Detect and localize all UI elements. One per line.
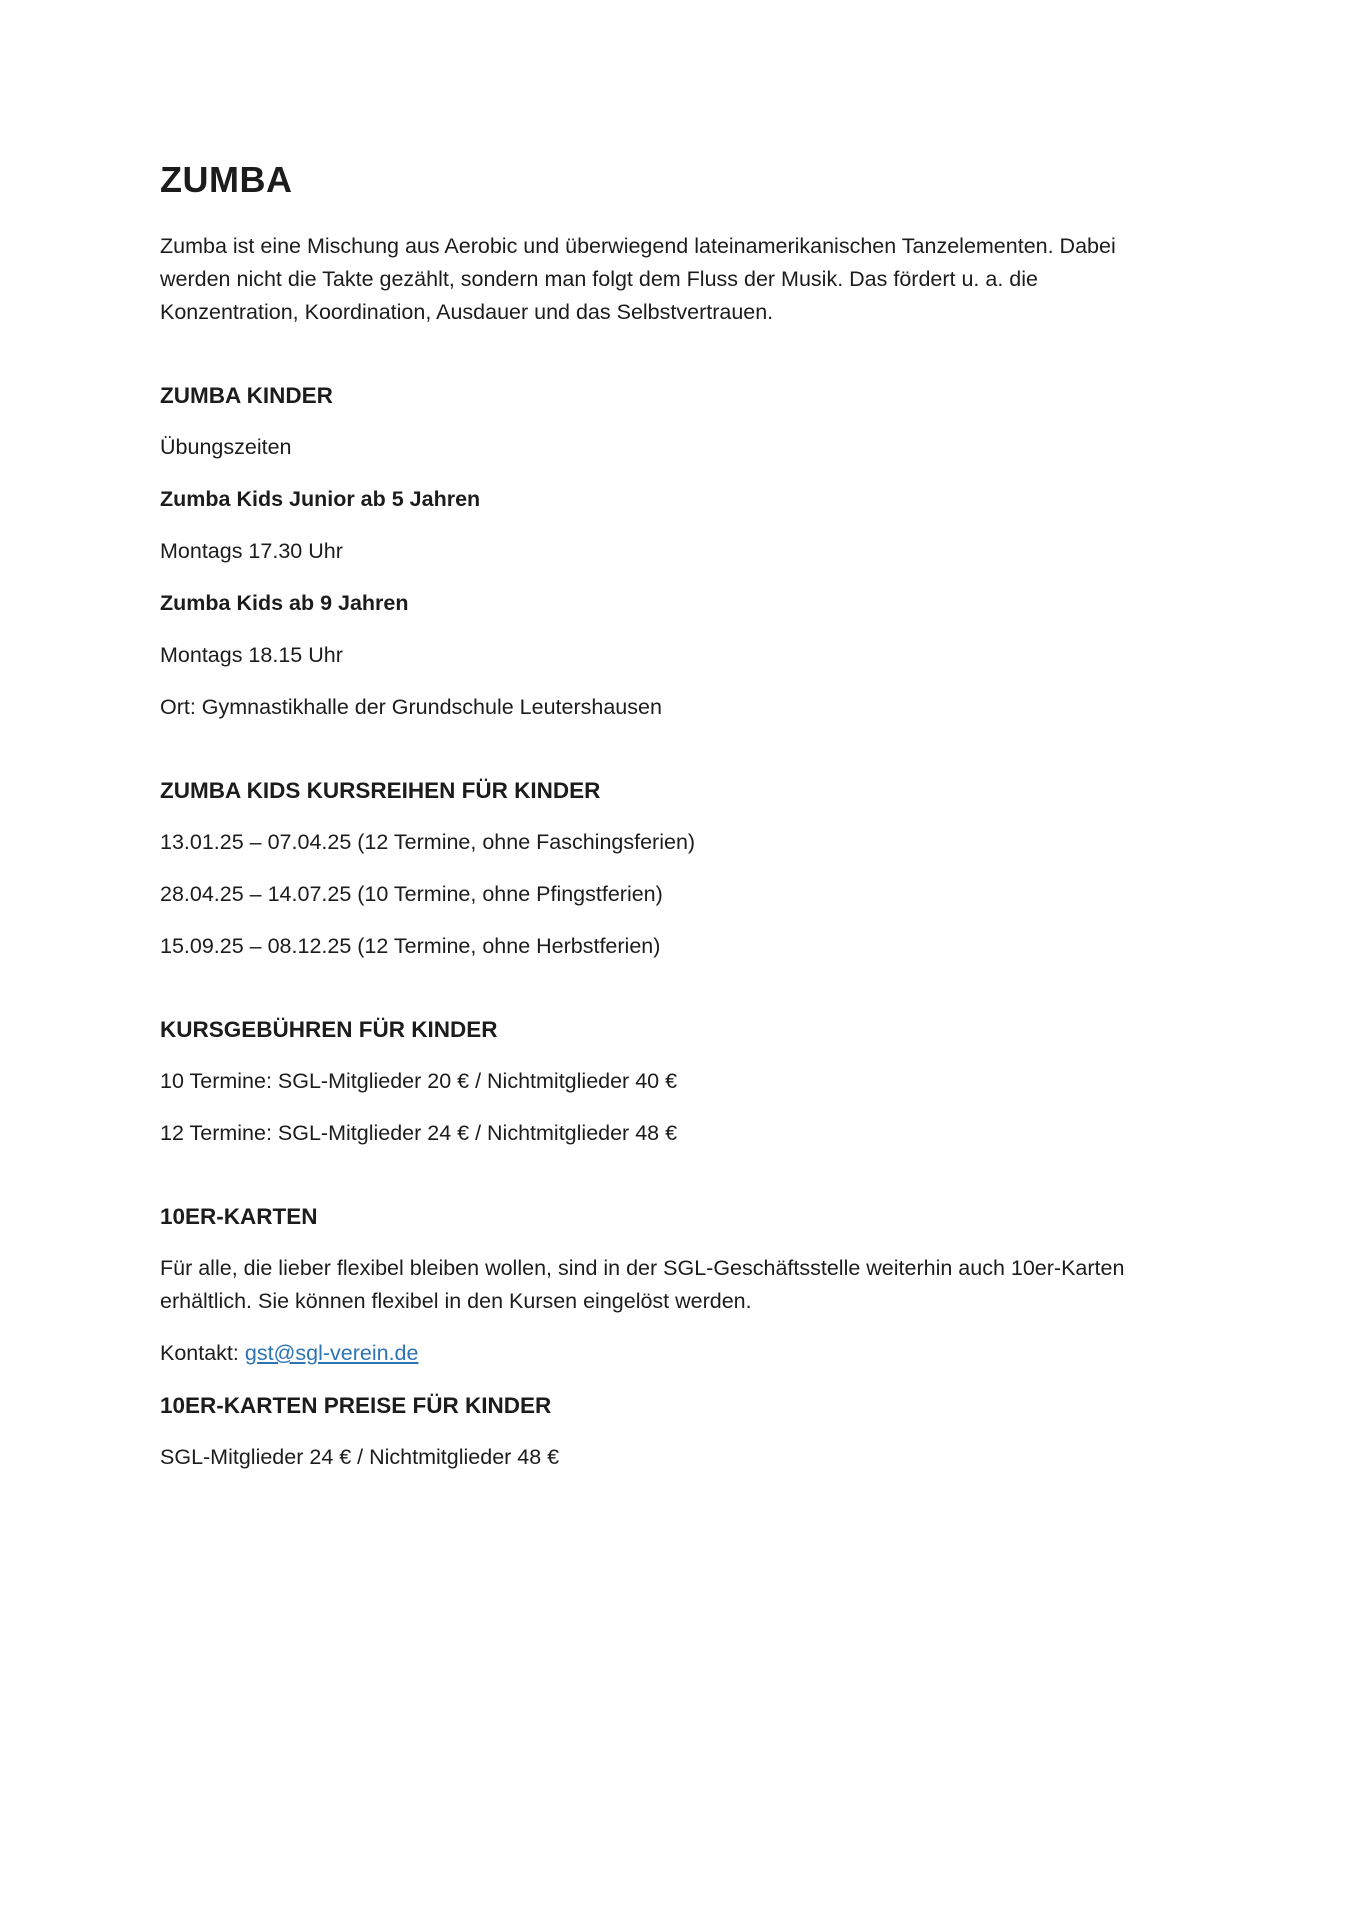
heading-kursreihen: ZUMBA KIDS KURSREIHEN FÜR KINDER xyxy=(160,778,601,803)
course1-time: Montags 17.30 Uhr xyxy=(160,539,343,563)
kursreihe-date-3: 15.09.25 – 08.12.25 (12 Termine, ohne Herbstferien) xyxy=(160,934,661,958)
heading-zumba-kinder: ZUMBA KINDER xyxy=(160,383,333,408)
heading-10er-karten-preise: 10ER-KARTEN PREISE FÜR KINDER xyxy=(160,1393,552,1418)
intro-line-2: werden nicht die Takte gezählt, sondern man folgt dem Fluss der Musik. Das fördert u. a. die xyxy=(160,267,1038,291)
kursreihe-date-1: 13.01.25 – 07.04.25 (12 Termine, ohne Faschingsferien) xyxy=(160,830,696,854)
price-10-termine: 10 Termine: SGL-Mitglieder 20 € / Nichtmitglieder 40 € xyxy=(160,1069,678,1093)
heading-kursgebuehren: KURSGEBÜHREN FÜR KINDER xyxy=(160,1017,498,1042)
contact-label: Kontakt: xyxy=(160,1341,245,1365)
intro-line-3: Konzentration, Koordination, Ausdauer und das Selbstvertrauen. xyxy=(160,300,774,324)
course2-name: Zumba Kids ab 9 Jahren xyxy=(160,591,409,615)
10er-karten-price: SGL-Mitglieder 24 € / Nichtmitglieder 48 € xyxy=(160,1445,560,1469)
price-12-termine: 12 Termine: SGL-Mitglieder 24 € / Nichtmitglieder 48 € xyxy=(160,1121,678,1145)
uebungszeiten-label: Übungszeiten xyxy=(160,435,292,459)
page-title: ZUMBA xyxy=(160,159,293,200)
course1-name: Zumba Kids Junior ab 5 Jahren xyxy=(160,487,481,511)
10er-karten-line-1: Für alle, die lieber flexibel bleiben wollen, sind in der SGL-Geschäftsstelle weiterhin auch 10er-Karten xyxy=(160,1256,1125,1280)
intro-paragraph xyxy=(160,230,1227,329)
course-location: Ort: Gymnastikhalle der Grundschule Leutershausen xyxy=(160,695,662,719)
10er-karten-paragraph xyxy=(160,1252,1227,1318)
kursreihe-date-2: 28.04.25 – 14.07.25 (10 Termine, ohne Pfingstferien) xyxy=(160,882,663,906)
10er-karten-line-2: erhältlich. Sie können flexibel in den Kursen eingelöst werden. xyxy=(160,1289,752,1313)
intro-line-1: Zumba ist eine Mischung aus Aerobic und überwiegend lateinamerikanischen Tanzelementen. Dabei xyxy=(160,234,1116,258)
contact-line xyxy=(160,1337,1227,1370)
contact-email-link[interactable]: gst@sgl-verein.de xyxy=(244,1341,419,1365)
course2-time: Montags 18.15 Uhr xyxy=(160,643,343,667)
heading-10er-karten: 10ER-KARTEN xyxy=(160,1204,318,1229)
